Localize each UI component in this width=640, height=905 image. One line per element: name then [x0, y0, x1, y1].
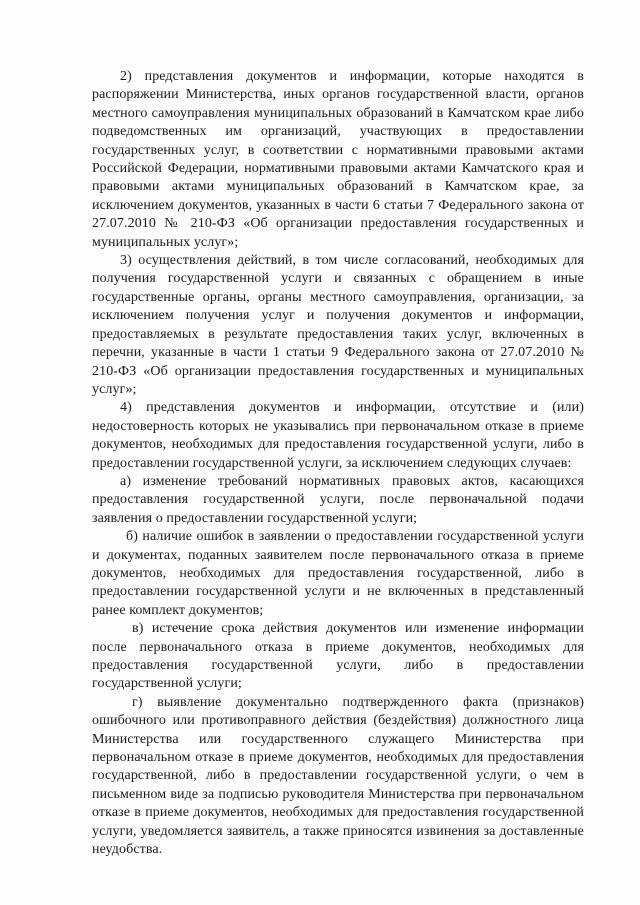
subparagraph-g: г) выявление документально подтвержденного факта (признаков) ошибочного или противоправного действия (бездействия) должностного лица Министерства или государственного служащего Министерства при первоначальном отказе в приеме документов, необходимых для предоставления государственной, либо в предоставлении государственной услуги, о чем в письменном виде за подписью руководителя Министерства при первоначальном отказе в приеме документов, необходимых для предоставления государственной услуги, уведомляется заявитель, а также приносятся извинения за доставленные неудобства.	[92, 694, 584, 858]
subparagraph-v: в) истечение срока действия документов или изменение информации после первоначального отказа в приеме документов, необходимых для предоставления государственной услуги, либо в предоставлении государственной услуги;	[92, 621, 584, 692]
paragraph-item-2: 2) представления документов и информации, которые находятся в распоряжении Министерства, иных органов государственной власти, органов местного самоуправления муниципальных образований в Камчатском крае либо подведомственных им организаций, участвующих в предоставлении государственных услуг, в соответствии с нормативными правовыми актами Российской Федерации, нормативными правовыми актами Камчатского края и правовыми актами муниципальных образований в Камчатском крае, за исключением документов, указанных в части 6 статьи 7 Федерального закона от 27.07.2010 № 210-ФЗ «Об организации предоставления государственных и муниципальных услуг»;	[92, 69, 584, 250]
paragraph-item-3: 3) осуществления действий, в том числе согласований, необходимых для получения государственной услуги и связанных с обращением в иные государственные органы, органы местного самоуправления, организации, за исключением получения услуг и получения документов и информации, предоставляемых в результате предоставления таких услуг, включенных в перечни, указанные в части 1 статьи 9 Федерального закона от 27.07.2010 № 210-ФЗ «Об организации предоставления государственных и муниципальных услуг»;	[92, 253, 584, 397]
document-body	[92, 68, 584, 859]
subparagraph-b: б) наличие ошибок в заявлении о предоставлении государственной услуги и документах, поданных заявителем после первоначального отказа в приеме документов, необходимых для предоставления государственной, либо в предоставлении государственной услуги и не включенных в представленный ранее комплект документов;	[92, 529, 584, 618]
subparagraph-a: а) изменение требований нормативных правовых актов, касающихся предоставления государственной услуги, после первоначальной подачи заявления о предоставлении государственной услуги;	[92, 473, 584, 526]
paragraph-item-4: 4) представления документов и информации, отсутствие и (или) недостоверность которых не указывались при первоначальном отказе в приеме документов, необходимых для предоставления государственной услуги, либо в предоставлении государственной услуги, за исключением следующих случаев:	[92, 400, 584, 471]
